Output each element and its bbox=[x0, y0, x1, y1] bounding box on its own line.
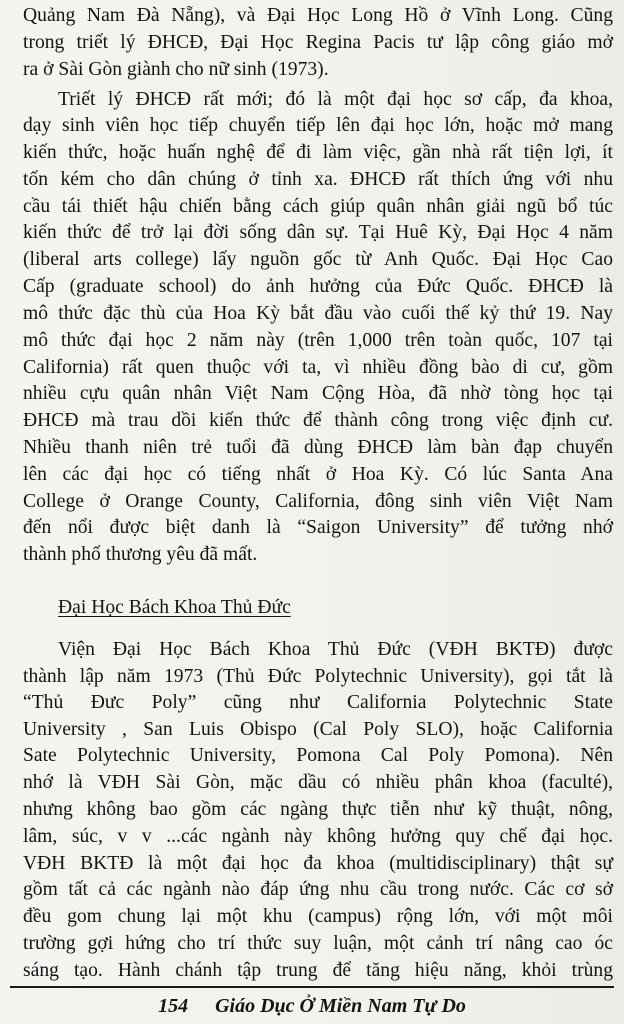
text-line: University , San Luis Obispo (Cal Poly SLO), hoặc California bbox=[23, 719, 613, 740]
paragraph-start: Triết lý ĐHCĐ rất mới; đó là một đại học sơ cấp, đa khoa, bbox=[58, 89, 613, 110]
text-line: tốn kém cho dân chúng ở tỉnh xa. ĐHCĐ rất thích ứng với nhu bbox=[23, 169, 613, 190]
text-line: kiến thức để trở lại đời sống dân sự. Tại Huê Kỳ, Đại Học 4 năm bbox=[23, 222, 613, 243]
text-line: nhớ là VĐH Sài Gòn, mặc dầu có nhiều phân khoa (faculté), bbox=[23, 772, 613, 793]
page-number: 154 bbox=[158, 995, 189, 1017]
section-heading: Đại Học Bách Khoa Thủ Đức bbox=[58, 597, 291, 618]
text-line: ra ở Sài Gòn giành cho nữ sinh (1973). bbox=[23, 59, 329, 80]
text-line: nhiều cựu quân nhân Việt Nam Cộng Hòa, đã nhờ tòng học tại bbox=[23, 383, 613, 404]
text-line: cầu tái thiết hậu chiến bằng cách giúp quân nhân giải ngũ bổ túc bbox=[23, 196, 613, 217]
text-line: kiến thức, hoặc huấn nghệ để đi làm việc, gần nhà rất tiện lợi, ít bbox=[23, 142, 613, 163]
text-line: College ở Orange County, California, đông sinh viên Việt Nam bbox=[23, 491, 613, 512]
text-line: đều gom chung lại một khu (campus) rộng lớn, với một môi bbox=[23, 906, 613, 927]
text-line: mô thức đặc thù của Hoa Kỳ bắt đầu vào cuối thế kỷ thứ 19. Nay bbox=[23, 303, 613, 324]
paragraph-start: Viện Đại Học Bách Khoa Thủ Đức (VĐH BKTĐ) được bbox=[58, 639, 613, 660]
text-line: Cấp (graduate school) do ảnh hưởng của Đức Quốc. ĐHCĐ là bbox=[23, 276, 613, 297]
text-line: thành lập năm 1973 (Thủ Đức Polytechnic University), gọi tắt là bbox=[23, 666, 613, 687]
text-line: VĐH BKTĐ là một đại học đa khoa (multidisciplinary) thật sự bbox=[23, 853, 613, 874]
text-line: mô thức đại học 2 năm này (trên 1,000 trên toàn quốc, 107 tại bbox=[23, 330, 613, 351]
text-line: trường gợi hứng cho trí thức suy luận, một cảnh trí nâng cao óc bbox=[23, 933, 613, 954]
text-line: lâm, súc, v v ...các ngành này không hưởng quy chế đại học. bbox=[23, 826, 613, 847]
book-title: Giáo Dục Ở Miền Nam Tự Do bbox=[215, 995, 466, 1017]
text-line: ĐHCĐ mà trau dồi kiến thức để thành công trong việc định cư. bbox=[23, 410, 613, 431]
text-line: California) rất quen thuộc với ta, vì nhiều đồng bào di cư, gồm bbox=[23, 357, 613, 378]
text-line: sáng tạo. Hành chánh tập trung để tăng hiệu năng, khỏi trùng bbox=[23, 960, 613, 981]
text-line: “Thủ Đưc Poly” cũng như California Polytechnic State bbox=[23, 692, 613, 713]
text-line: trong triết lý ĐHCĐ, Đại Học Regina Pacis tư lập công giáo mở bbox=[23, 32, 613, 53]
text-line: gồm tất cả các ngành nào đáp ứng nhu cầu trong nước. Các cơ sở bbox=[23, 879, 613, 900]
text-line: (liberal arts college) lấy nguồn gốc từ Anh Quốc. Đại Học Cao bbox=[23, 249, 613, 270]
text-line: Quảng Nam Đà Nẵng), và Đại Học Long Hồ ở Vĩnh Long. Cũng bbox=[23, 5, 613, 26]
text-line: lên các đại học có tiếng nhất ở Hoa Kỳ. Có lúc Santa Ana bbox=[23, 464, 613, 485]
text-line: đến nổi được biệt danh là “Saigon University” để tưởng nhớ bbox=[23, 517, 613, 538]
text-line: dạy sinh viên học tiếp chuyển tiếp lên đại học lớn, hoặc mở mang bbox=[23, 115, 613, 136]
text-line: Nhiều thanh niên trẻ tuổi đã dùng ĐHCĐ làm bàn đạp chuyển bbox=[23, 437, 613, 458]
text-line: nhưng không bao gồm các ngàng thực tiễn như kỹ thuật, nông, bbox=[23, 799, 613, 820]
footer-rule bbox=[10, 986, 614, 988]
text-line: thành phố thương yêu đã mất. bbox=[23, 544, 258, 565]
text-line: Sate Polytechnic University, Pomona Cal Poly Pomona). Nên bbox=[23, 745, 613, 766]
page-footer bbox=[0, 993, 624, 1019]
